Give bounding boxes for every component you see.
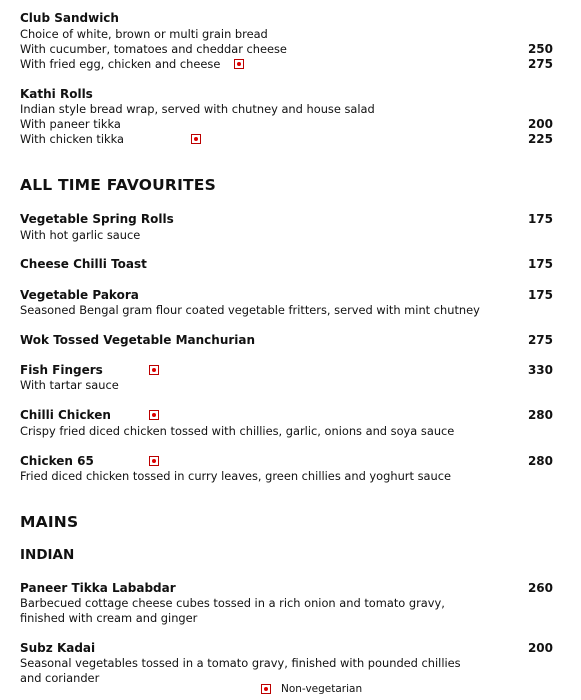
section-heading-mains: MAINS bbox=[20, 513, 79, 531]
chilli-chicken-title: Chilli Chicken bbox=[20, 408, 111, 422]
non-veg-marker-icon bbox=[149, 365, 159, 375]
chilli-chicken-description: Crispy fried diced chicken tossed with chillies, garlic, onions and soya sauce bbox=[20, 424, 455, 438]
section-heading-favourites: ALL TIME FAVOURITES bbox=[20, 176, 216, 194]
subsection-heading-indian: INDIAN bbox=[20, 547, 75, 563]
non-veg-legend-icon bbox=[261, 684, 271, 694]
kathi-rolls-option-veg-price: 200 bbox=[527, 117, 553, 131]
manchurian-price: 275 bbox=[527, 333, 553, 347]
vegetable-pakora-price: 175 bbox=[527, 288, 553, 302]
paneer-tikka-title: Paneer Tikka Lababdar bbox=[20, 581, 176, 595]
non-veg-marker-icon bbox=[149, 410, 159, 420]
non-veg-legend-label: Non-vegetarian bbox=[281, 683, 363, 695]
club-sandwich-option-veg: With cucumber, tomatoes and cheddar cheese bbox=[20, 42, 287, 56]
vegetable-pakora-description: Seasoned Bengal gram flour coated vegetable fritters, served with mint chutney bbox=[20, 303, 480, 317]
kathi-rolls-option-nonveg: With chicken tikka bbox=[20, 132, 125, 146]
kathi-rolls-option-nonveg-price: 225 bbox=[527, 132, 553, 146]
subz-kadai-title: Subz Kadai bbox=[20, 641, 96, 655]
paneer-tikka-description-line2: finished with cream and ginger bbox=[20, 611, 198, 625]
non-veg-marker-icon bbox=[234, 59, 244, 69]
club-sandwich-description: Choice of white, brown or multi grain bread bbox=[20, 27, 268, 41]
club-sandwich-title: Club Sandwich bbox=[20, 11, 119, 25]
non-veg-marker-icon bbox=[191, 134, 201, 144]
chicken-65-title: Chicken 65 bbox=[20, 454, 94, 468]
club-sandwich-option-nonveg-price: 275 bbox=[527, 57, 553, 71]
cheese-chilli-toast-title: Cheese Chilli Toast bbox=[20, 257, 147, 271]
kathi-rolls-description: Indian style bread wrap, served with chutney and house salad bbox=[20, 102, 375, 116]
non-veg-marker-icon bbox=[149, 456, 159, 466]
chilli-chicken-price: 280 bbox=[527, 408, 553, 422]
fish-fingers-description: With tartar sauce bbox=[20, 378, 119, 392]
spring-rolls-price: 175 bbox=[527, 212, 553, 226]
subz-kadai-description-line2: and coriander bbox=[20, 671, 100, 685]
chicken-65-price: 280 bbox=[527, 454, 553, 468]
vegetable-pakora-title: Vegetable Pakora bbox=[20, 288, 139, 302]
fish-fingers-title: Fish Fingers bbox=[20, 363, 103, 377]
fish-fingers-price: 330 bbox=[527, 363, 553, 377]
spring-rolls-title: Vegetable Spring Rolls bbox=[20, 212, 174, 226]
club-sandwich-option-veg-price: 250 bbox=[527, 42, 553, 56]
kathi-rolls-title: Kathi Rolls bbox=[20, 87, 93, 101]
chicken-65-description: Fried diced chicken tossed in curry leaves, green chillies and yoghurt sauce bbox=[20, 469, 451, 483]
club-sandwich-option-nonveg: With fried egg, chicken and cheese bbox=[20, 57, 221, 71]
manchurian-title: Wok Tossed Vegetable Manchurian bbox=[20, 333, 256, 347]
subz-kadai-price: 200 bbox=[527, 641, 553, 655]
paneer-tikka-description-line1: Barbecued cottage cheese cubes tossed in a rich onion and tomato gravy, bbox=[20, 596, 445, 610]
subz-kadai-description-line1: Seasonal vegetables tossed in a tomato gravy, finished with pounded chillies bbox=[20, 656, 461, 670]
cheese-chilli-toast-price: 175 bbox=[527, 257, 553, 271]
spring-rolls-description: With hot garlic sauce bbox=[20, 228, 141, 242]
kathi-rolls-option-veg: With paneer tikka bbox=[20, 117, 121, 131]
paneer-tikka-price: 260 bbox=[527, 581, 553, 595]
